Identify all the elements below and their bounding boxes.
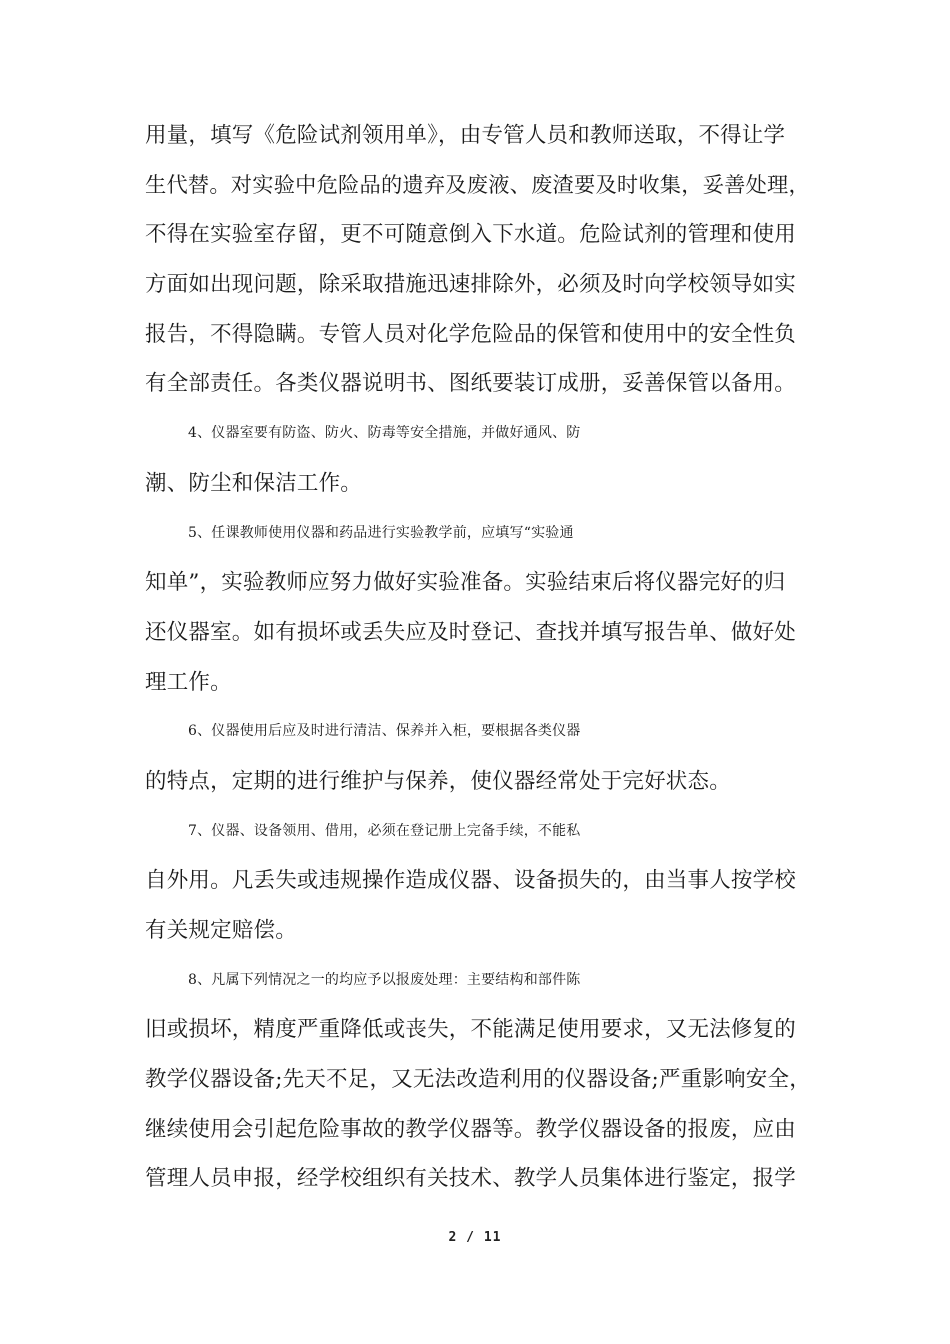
paragraph-line: 教学仪器设备;先天不足，又无法改造利用的仪器设备;严重影响安全， [145, 1067, 811, 1093]
paragraph-first-line: 6、仪器使用后应及时进行清洁、保养并入柜，要根据各类仪器 [188, 723, 581, 740]
paragraph-first-line: 5、任课教师使用仪器和药品进行实验教学前，应填写“实验通 [188, 524, 574, 541]
paragraph-first-line: 7、仪器、设备领用、借用，必须在登记册上完备手续，不能私 [188, 822, 581, 839]
paragraph-line: 还仪器室。如有损坏或丢失应及时登记、查找并填写报告单、做好处 [145, 619, 797, 645]
paragraph-line: 生代替。对实验中危险品的遗弃及废液、废渣要及时收集，妥善处理， [145, 172, 810, 198]
page-number: 2 / 11 [448, 1230, 502, 1245]
paragraph-line: 理工作。 [145, 669, 232, 695]
paragraph-line: 报告，不得隐瞒。专管人员对化学危险品的保管和使用中的安全性负 [145, 321, 797, 347]
paragraph-line: 知单”，实验教师应努力做好实验准备。实验结束后将仪器完好的归 [145, 570, 786, 596]
paragraph-line: 的特点，定期的进行维护与保养，使仪器经常处于完好状态。 [145, 768, 731, 794]
paragraph-line: 潮、防尘和保洁工作。 [145, 470, 363, 496]
paragraph-line: 有关规定赔偿。 [145, 918, 297, 943]
paragraph-line: 有全部责任。各类仪器说明书、图纸要装订成册，妥善保管以备用。 [145, 371, 797, 397]
paragraph-line: 用量，填写《危险试剂领用单》，由专管人员和教师送取，不得让学 [145, 123, 786, 148]
document-body [145, 111, 811, 1204]
paragraph-line: 自外用。凡丢失或违规操作造成仪器、设备损失的，由当事人按学校 [145, 868, 797, 894]
paragraph-first-line: 8、凡属下列情况之一的均应予以报废处理：主要结构和部件陈 [188, 971, 581, 988]
paragraph-line: 旧或损坏，精度严重降低或丧失，不能满足使用要求，又无法修复的 [145, 1017, 797, 1043]
paragraph-line: 不得在实验室存留，更不可随意倒入下水道。危险试剂的管理和使用 [145, 222, 797, 248]
paragraph-first-line: 4、仪器室要有防盗、防火、防毒等安全措施，并做好通风、防 [188, 425, 581, 442]
paragraph-line: 管理人员申报，经学校组织有关技术、教学人员集体进行鉴定，报学 [145, 1166, 797, 1192]
paragraph-line: 方面如出现问题，除采取措施迅速排除外，必须及时向学校领导如实 [145, 272, 797, 298]
paragraph-line: 继续使用会引起危险事故的教学仪器等。教学仪器设备的报废，应由 [145, 1116, 797, 1142]
